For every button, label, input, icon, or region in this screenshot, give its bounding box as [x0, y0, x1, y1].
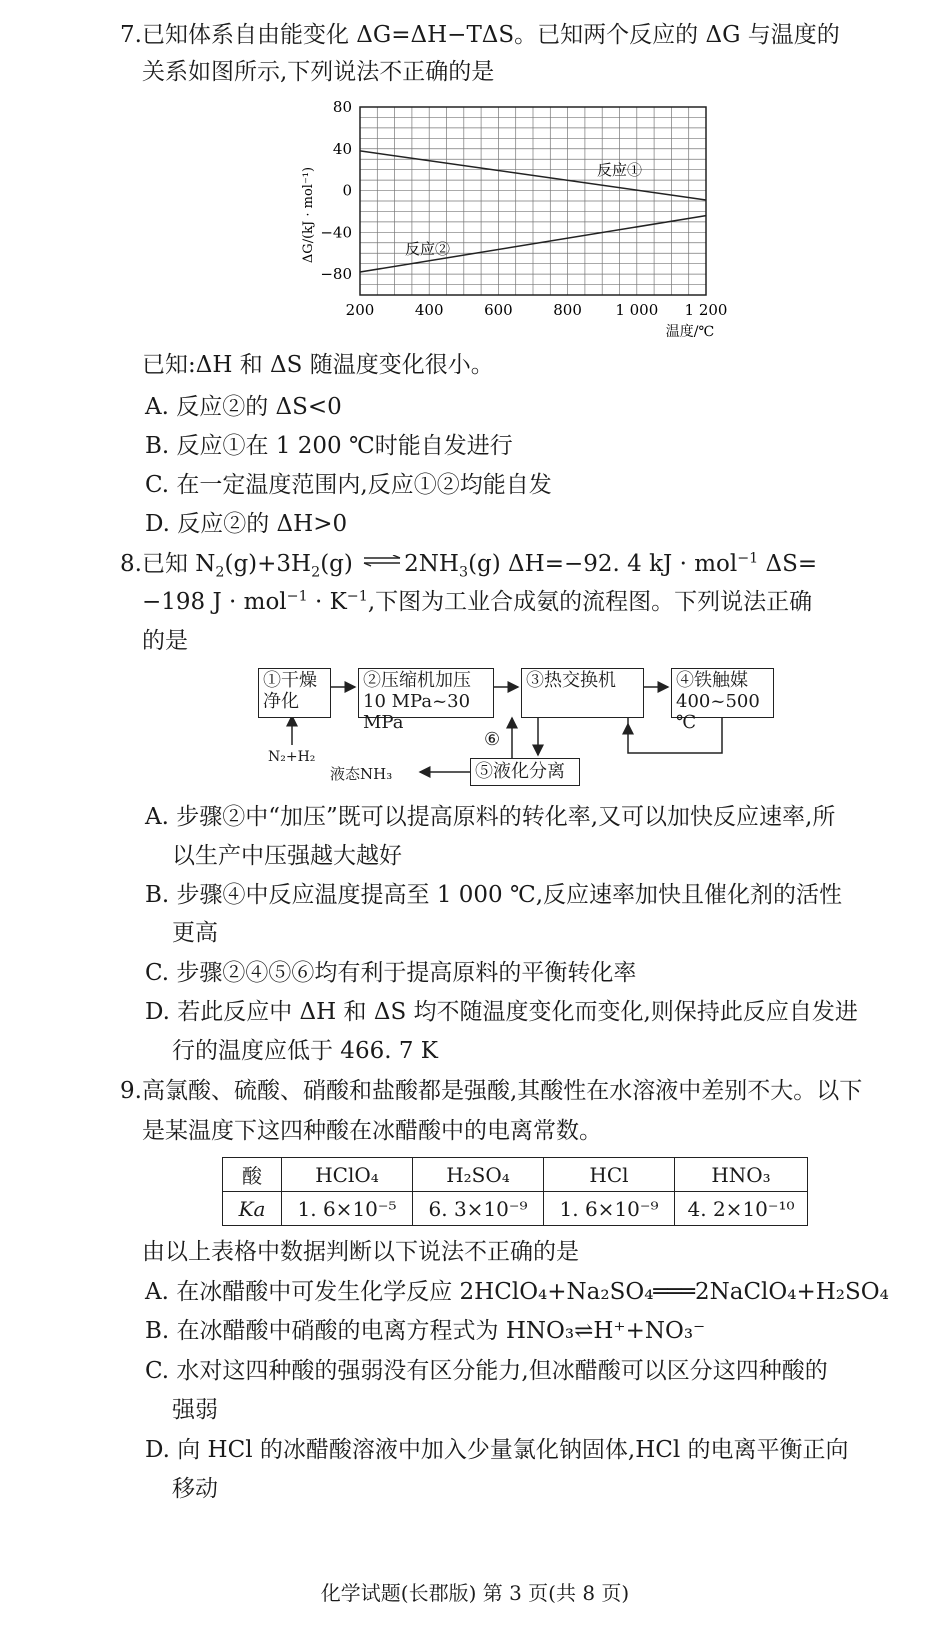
q7-option-c: C. 在一定温度范围内,反应①②均能自发 [145, 472, 552, 498]
q8-option-a-cont: 以生产中压强越大越好 [172, 843, 402, 869]
table-header-cell: HClO₄ [282, 1158, 413, 1192]
y-tick-label: −80 [320, 265, 352, 284]
flow-output-liquid-nh3: 液态NH₃ [330, 765, 393, 783]
table-row [223, 1192, 808, 1226]
flow-box-compressor: ②压缩机加压 10 MPa~30 MPa [358, 668, 494, 718]
q7-known: 已知:ΔH 和 ΔS 随温度变化很小。 [142, 352, 494, 378]
flow-box-heat-exchanger: ③热交换机 [521, 668, 644, 718]
table-row [223, 1158, 808, 1192]
x-tick-label: 1 000 [615, 301, 659, 319]
table-cell: 1. 6×10⁻⁹ [544, 1192, 675, 1226]
flow-box-dry-purify: ①干燥 净化 [258, 668, 331, 718]
y-tick-label: 0 [342, 181, 352, 200]
table-header-cell: 酸 [223, 1158, 282, 1192]
flow-box-liquefaction: ⑤液化分离 [470, 758, 580, 786]
flow-input-n2-h2: N₂+H₂ [268, 749, 316, 765]
q9-stem-line2: 是某温度下这四种酸在冰醋酸中的电离常数。 [142, 1118, 602, 1144]
page-footer: 化学试题(长郡版) 第 3 页(共 8 页) [320, 1581, 630, 1605]
chart-grid [360, 107, 706, 295]
q7-option-a: A. 反应②的 ΔS<0 [145, 394, 342, 420]
table-cell: 4. 2×10⁻¹⁰ [675, 1192, 808, 1226]
q8-stem-line2: −198 $J \cdot mol^{-1} \cdot K^{-1}$,下图为工业合成氨的流程图。下列说法正确 [142, 588, 813, 615]
q9-judge: 由以上表格中数据判断以下说法不正确的是 [142, 1239, 579, 1265]
y-tick-label: 40 [332, 139, 352, 158]
q7-option-b: B. 反应①在 1 200 ℃时能自发进行 [145, 433, 513, 459]
q9-option-b: B. 在冰醋酸中硝酸的电离方程式为 HNO₃⇌H⁺+NO₃⁻ [145, 1318, 706, 1344]
y-tick-label: 80 [332, 98, 352, 116]
table-header-cell: HNO₃ [675, 1158, 808, 1192]
series-label-reaction-2: 反应② [405, 240, 451, 258]
q9-option-c: C. 水对这四种酸的强弱没有区分能力,但冰醋酸可以区分这四种酸的 [145, 1358, 828, 1384]
q8-option-c: C. 步骤②④⑤⑥均有利于提高原料的平衡转化率 [145, 960, 637, 986]
q7-stem-line2: 关系如图所示,下列说法不正确的是 [142, 59, 495, 85]
q9-option-d: D. 向 HCl 的冰醋酸溶液中加入少量氯化钠固体,HCl 的电离平衡正向 [145, 1437, 849, 1463]
equilibrium-arrow-icon [363, 555, 401, 567]
series-label-reaction-1: 反应① [597, 161, 643, 179]
x-tick-label: 600 [484, 301, 513, 319]
chart-ticks [320, 98, 727, 319]
y-tick-label: −40 [320, 223, 352, 242]
x-tick-label: 800 [553, 301, 582, 319]
x-tick-label: 1 200 [684, 301, 728, 319]
q9-stem-line1: 9.高氯酸、硫酸、硝酸和盐酸都是强酸,其酸性在水溶液中差别不大。以下 [120, 1078, 863, 1104]
table-header-cell: H₂SO₄ [413, 1158, 544, 1192]
table-header-cell: HCl [544, 1158, 675, 1192]
chart-x-label: 温度/℃ [665, 324, 715, 340]
x-tick-label: 200 [345, 301, 375, 319]
q8-option-b: B. 步骤④中反应温度提高至 1 000 ℃,反应速率加快且催化剂的活性 [145, 882, 843, 908]
q9-option-d-cont: 移动 [172, 1476, 218, 1502]
q9-option-c-cont: 强弱 [172, 1397, 218, 1423]
x-tick-label: 400 [414, 301, 444, 319]
q7-stem-line1: 7.已知体系自由能变化 ΔG=ΔH−TΔS。已知两个反应的 ΔG 与温度的 [120, 22, 840, 48]
q8-option-a: A. 步骤②中“加压”既可以提高原料的转化率,又可以加快反应速率,所 [145, 804, 836, 830]
q7-chart [290, 95, 760, 345]
q7-option-d: D. 反应②的 ΔH>0 [145, 511, 348, 537]
q9-ka-table [222, 1157, 808, 1226]
q8-option-b-cont: 更高 [172, 920, 218, 946]
q8-stem-line3: 的是 [142, 628, 188, 654]
flow-step-6: ⑥ [484, 729, 501, 750]
table-cell: 6. 3×10⁻⁹ [413, 1192, 544, 1226]
chart-y-label: ΔG/(kJ · mol⁻¹) [301, 166, 316, 264]
q9-option-a: A. 在冰醋酸中可发生化学反应 2HClO₄+Na₂SO₄═══2NaClO₄+H₂SO₄ [145, 1279, 889, 1305]
table-row-label: Ka [223, 1192, 282, 1226]
q8-option-d: D. 若此反应中 ΔH 和 ΔS 均不随温度变化而变化,则保持此反应自发进 [145, 999, 858, 1025]
flow-box-iron-catalyst: ④铁触媒 400~500 ℃ [671, 668, 774, 718]
table-cell: 1. 6×10⁻⁵ [282, 1192, 413, 1226]
q8-stem-line1: 8.已知 $N_2(g)+3H_2(g)$ $2NH_3(g)$ ΔH=−92. 4 kJ · mol$^{-1}$ ΔS= [120, 550, 818, 581]
q8-option-d-cont: 行的温度应低于 466. 7 K [172, 1038, 438, 1064]
